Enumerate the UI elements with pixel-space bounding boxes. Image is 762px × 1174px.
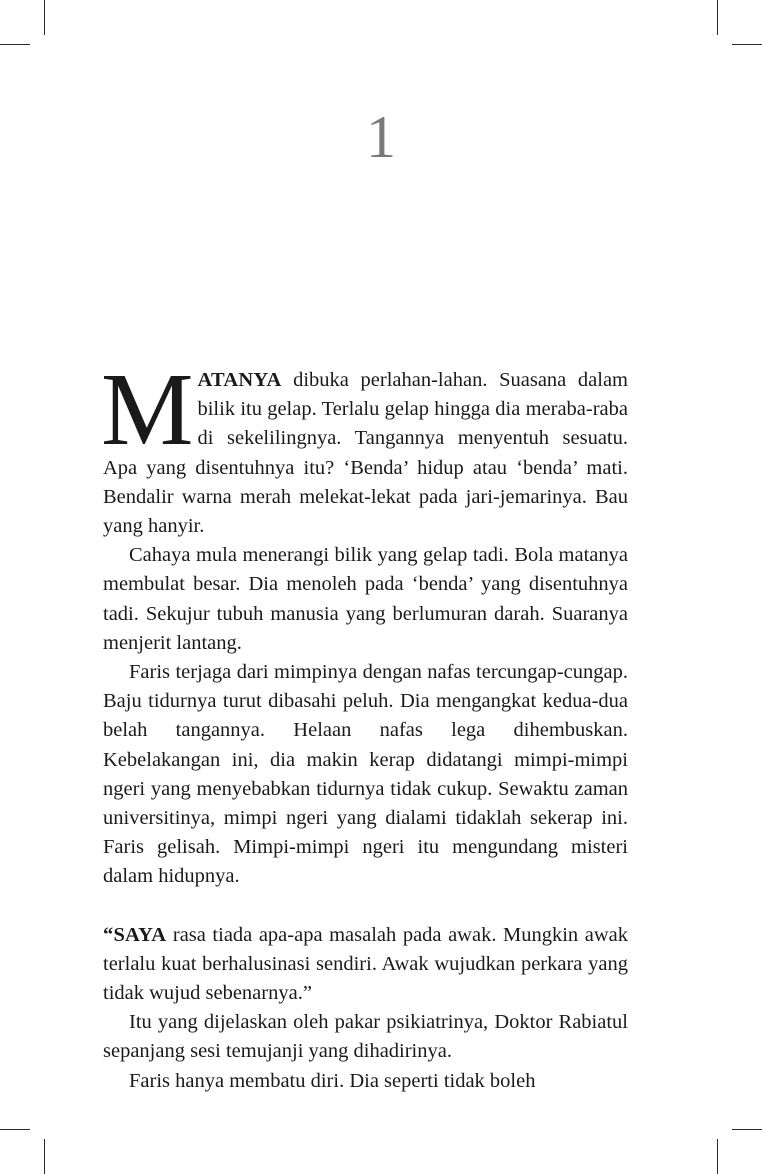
chapter-body xyxy=(101,352,628,1096)
paragraph: Faris hanya membatu diri. Dia seperti tidak boleh xyxy=(129,1069,536,1092)
crop-mark-top-right xyxy=(732,44,762,45)
paragraph: Cahaya mula menerangi bilik yang gelap tadi. Bola matanya membulat besar. Dia menoleh pada ‘benda’ yang disentuhnya tadi. Sekujur tubuh manusia yang berlumuran darah. Suaranya menjerit lantang. xyxy=(103,544,628,654)
section-lead-word: “SAYA xyxy=(103,923,167,946)
crop-mark-bottom-left xyxy=(0,1129,30,1130)
drop-cap: M xyxy=(101,352,194,467)
section-opening-text: rasa tiada apa-apa masalah pada awak. Mungkin awak terlalu kuat berhalusinasi sendiri. Awak wujudkan perkara yang tidak wujud sebenarnya.” xyxy=(103,923,628,1005)
section-opening-paragraph xyxy=(103,921,628,1009)
opening-paragraph xyxy=(101,352,628,541)
paragraph: Faris terjaga dari mimpinya dengan nafas tercungap-cungap. Baju tidurnya turut dibasahi peluh. Dia mengangkat kedua-dua belah tangannya. Helaan nafas lega dihembuskan. Kebelakangan ini, dia makin kerap didatangi mimpi-mimpi ngeri yang menyebabkan tidurnya tidak cukup. Sewaktu zaman universitinya, mimpi ngeri yang dialami tidaklah sekerap ini. Faris gelisah. Mimpi-mimpi ngeri itu mengundang misteri dalam hidupnya. xyxy=(103,661,628,888)
crop-mark-bottom-right xyxy=(732,1129,762,1130)
lead-word: ATANYA xyxy=(197,369,282,391)
crop-mark-top-left xyxy=(0,44,30,45)
crop-mark-top-right xyxy=(717,0,718,35)
crop-mark-bottom-right xyxy=(717,1139,718,1174)
crop-mark-bottom-left xyxy=(44,1139,45,1174)
opening-text: dibuka perlahan-lahan. Suasana dalam bilik itu gelap. Terlalu gelap hingga dia meraba-raba di sekelilingnya. Tangannya menyentuh sesuatu. Apa yang disentuhnya itu? ‘Benda’ hidup atau ‘benda’ mati. Bendalir warna merah melekat-lekat pada jari-jemarinya. Bau yang hanyir. xyxy=(103,369,628,538)
paragraph: Itu yang dijelaskan oleh pakar psikiatrinya, Doktor Rabiatul sepanjang sesi temujanji yang dihadirinya. xyxy=(103,1011,628,1063)
chapter-number: 1 xyxy=(366,104,396,170)
crop-mark-top-left xyxy=(44,0,45,35)
